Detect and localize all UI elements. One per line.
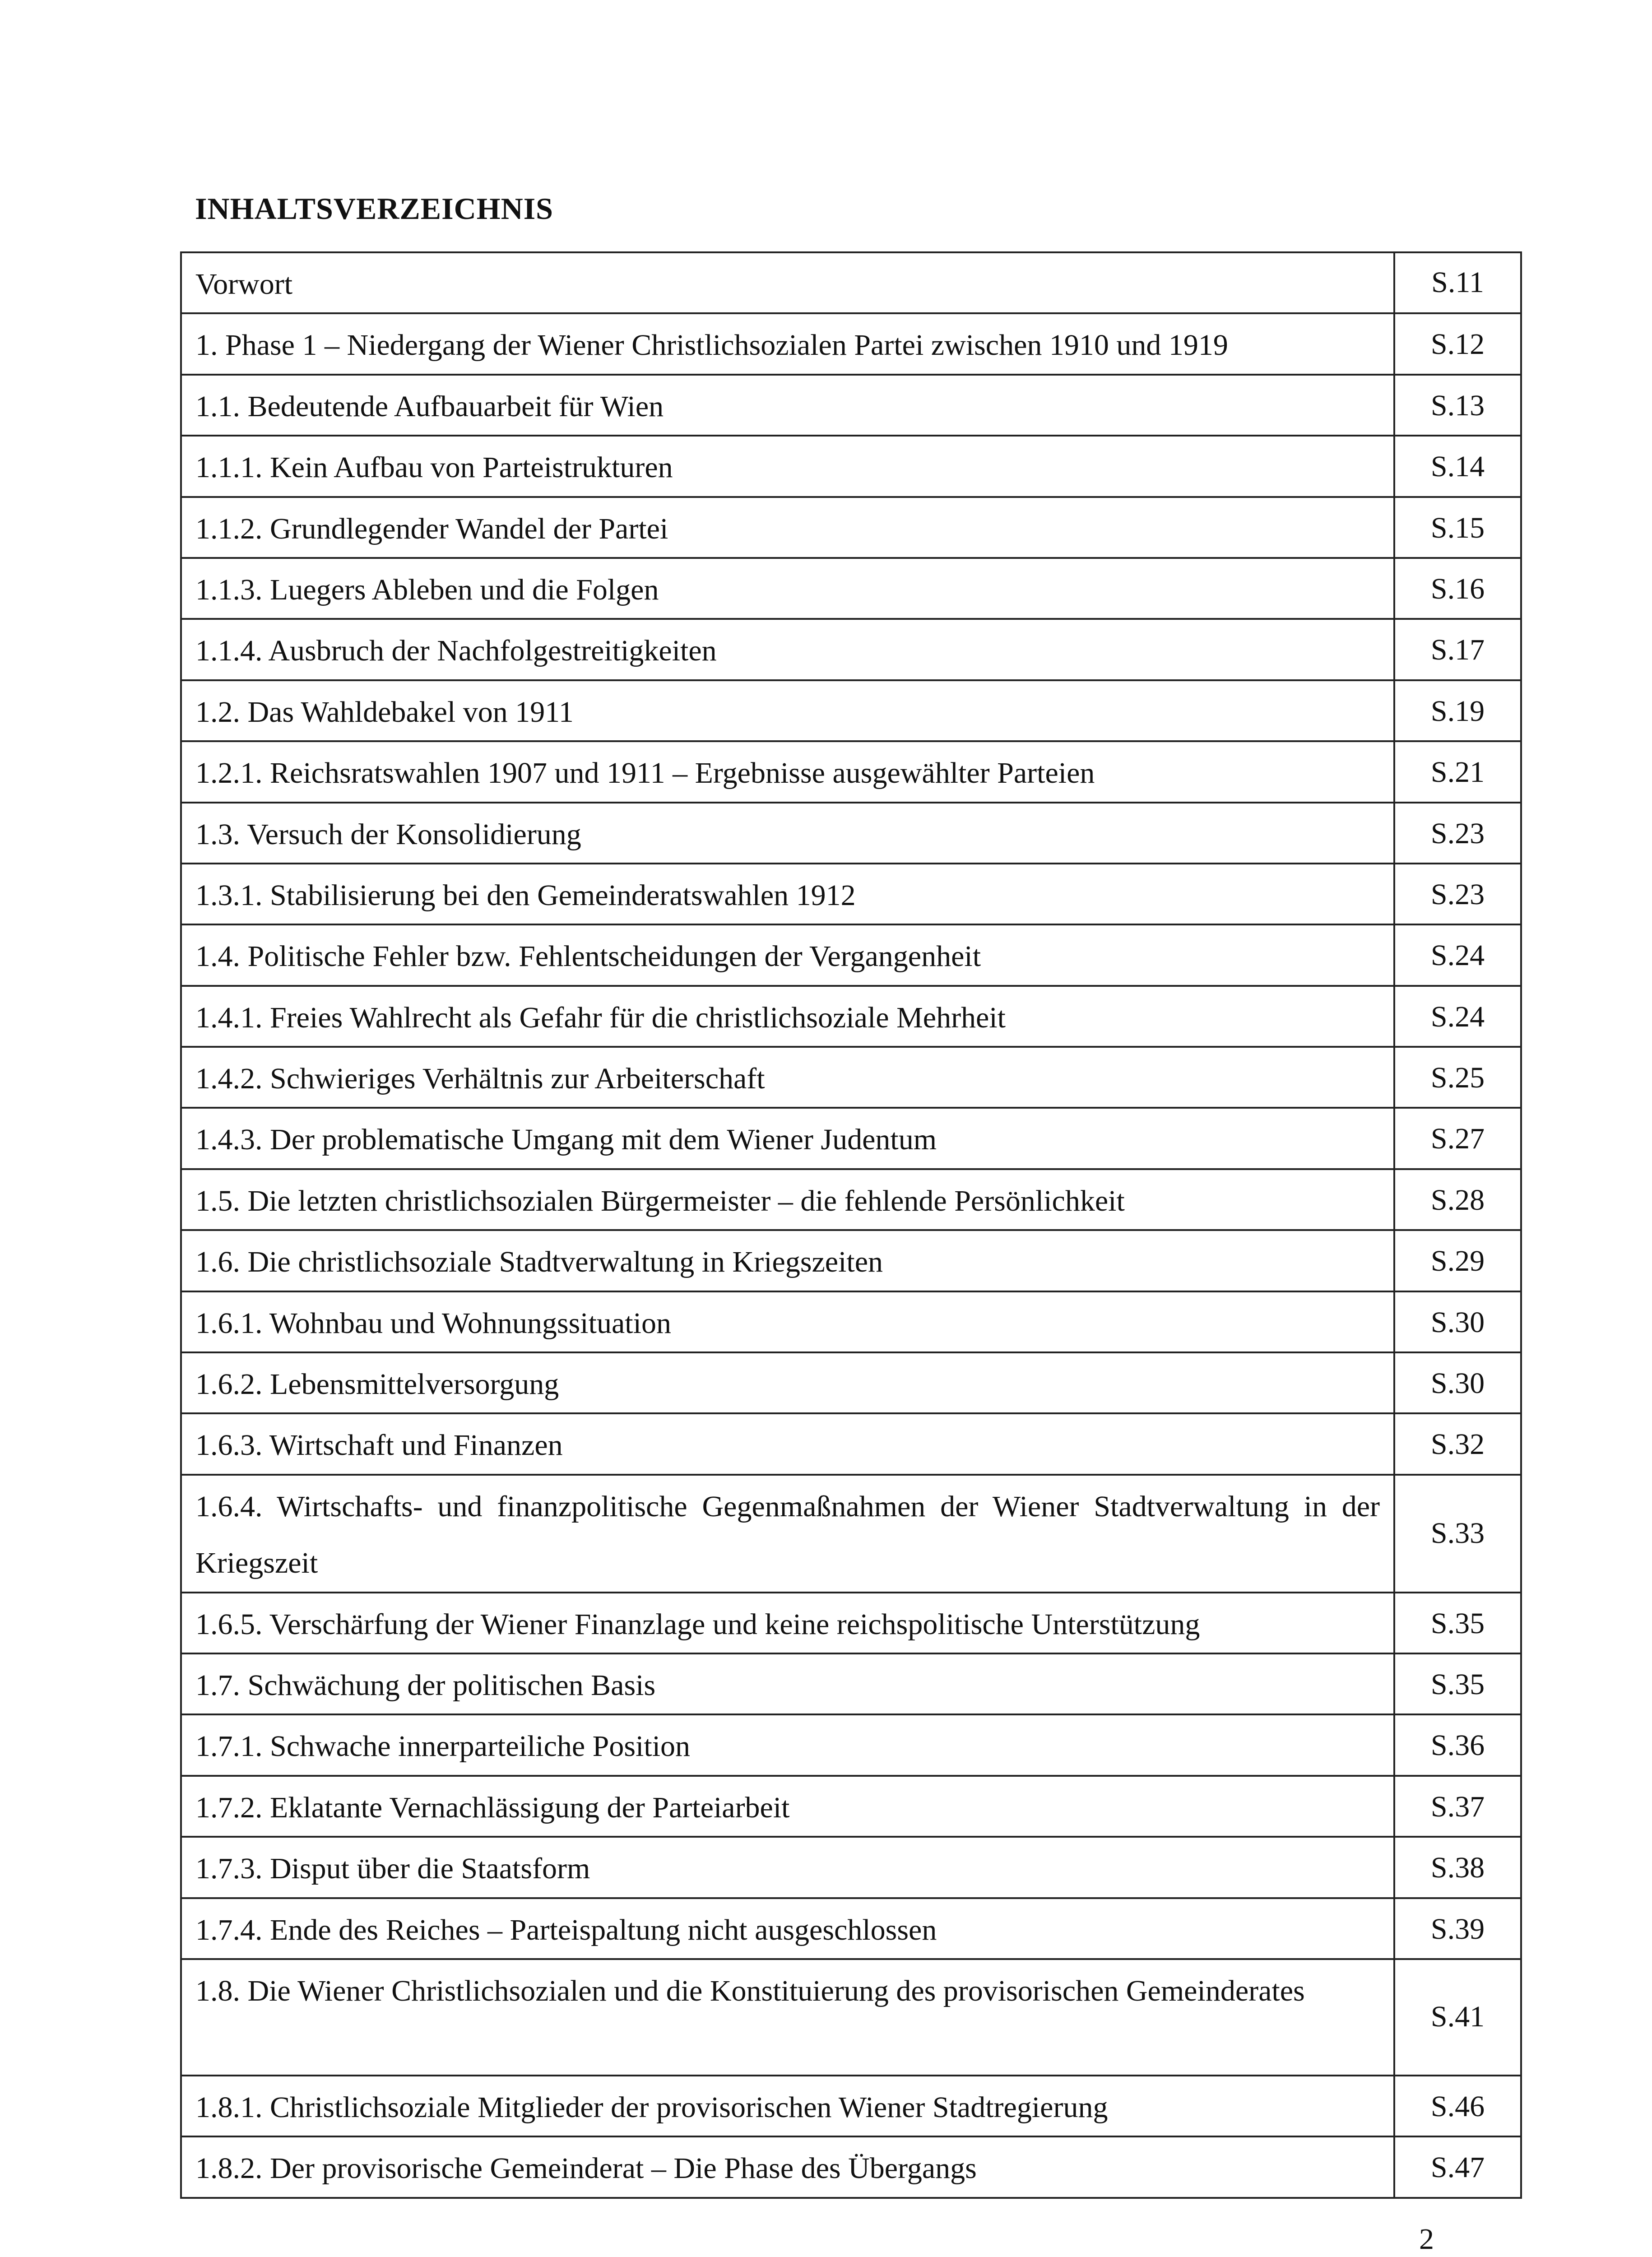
toc-row [181,2136,1521,2197]
toc-entry-title: 1.7.1. Schwache innerparteiliche Position [181,1714,1394,1775]
toc-entry-page: S.36 [1394,1714,1521,1775]
toc-entry-page: S.27 [1394,1108,1521,1169]
toc-entry-page: S.35 [1394,1593,1521,1653]
toc-entry-page: S.11 [1394,252,1521,313]
toc-row [181,680,1521,741]
toc-entry-page: S.12 [1394,313,1521,374]
toc-entry-title: 1.4. Politische Fehler bzw. Fehlentscheidungen der Vergangenheit [181,924,1394,985]
toc-row [181,2076,1521,2136]
toc-entry-title: 1.2. Das Wahldebakel von 1911 [181,680,1394,741]
toc-entry-page: S.23 [1394,864,1521,924]
toc-entry-page: S.28 [1394,1169,1521,1230]
toc-row [181,1413,1521,1474]
toc-entry-page: S.25 [1394,1047,1521,1108]
toc-entry-title: 1.2.1. Reichsratswahlen 1907 und 1911 – Ergebnisse ausgewählter Parteien [181,741,1394,802]
toc-row [181,741,1521,802]
toc-entry-title: 1.4.2. Schwieriges Verhältnis zur Arbeiterschaft [181,1047,1394,1108]
toc-row [181,436,1521,497]
page-number: 2 [1419,2223,1434,2256]
toc-row [181,986,1521,1047]
toc-entry-title: 1.8.2. Der provisorische Gemeinderat – Die Phase des Übergangs [181,2136,1394,2197]
toc-entry-page: S.17 [1394,619,1521,680]
toc-row [181,252,1521,313]
toc-row [181,1047,1521,1108]
toc-entry-page: S.24 [1394,924,1521,985]
toc-entry-title: 1.7.4. Ende des Reiches – Parteispaltung nicht ausgeschlossen [181,1898,1394,1959]
toc-entry-title: 1.4.1. Freies Wahlrecht als Gefahr für die christlichsoziale Mehrheit [181,986,1394,1047]
toc-row [181,1593,1521,1653]
toc-entry-page: S.21 [1394,741,1521,802]
toc-row [181,375,1521,436]
toc-entry-title: 1.3. Versuch der Konsolidierung [181,803,1394,864]
toc-row [181,558,1521,619]
toc-row [181,924,1521,985]
toc-row [181,1959,1521,2076]
toc-entry-page: S.30 [1394,1352,1521,1413]
toc-entry-title: Vorwort [181,252,1394,313]
toc-entry-page: S.33 [1394,1475,1521,1593]
toc-row [181,1475,1521,1593]
toc-entry-page: S.19 [1394,680,1521,741]
toc-row [181,1291,1521,1352]
toc-table [180,251,1522,2199]
toc-row [181,1714,1521,1775]
toc-entry-page: S.24 [1394,986,1521,1047]
toc-entry-page: S.47 [1394,2136,1521,2197]
toc-entry-page: S.30 [1394,1291,1521,1352]
toc-entry-page: S.32 [1394,1413,1521,1474]
toc-entry-title: 1.1.4. Ausbruch der Nachfolgestreitigkeiten [181,619,1394,680]
toc-entry-page: S.14 [1394,436,1521,497]
toc-row [181,1169,1521,1230]
toc-entry-title: 1.1.1. Kein Aufbau von Parteistrukturen [181,436,1394,497]
toc-entry-page: S.38 [1394,1837,1521,1898]
toc-entry-title: 1.7.3. Disput über die Staatsform [181,1837,1394,1898]
toc-entry-page: S.29 [1394,1230,1521,1291]
toc-entry-title: 1.1. Bedeutende Aufbauarbeit für Wien [181,375,1394,436]
toc-entry-page: S.23 [1394,803,1521,864]
toc-table-body [181,252,1521,2198]
toc-entry-title: 1.6.3. Wirtschaft und Finanzen [181,1413,1394,1474]
toc-entry-page: S.39 [1394,1898,1521,1959]
toc-entry-title: 1.5. Die letzten christlichsozialen Bürgermeister – die fehlende Persönlichkeit [181,1169,1394,1230]
toc-row [181,1837,1521,1898]
toc-entry-title: 1.6.2. Lebensmittelversorgung [181,1352,1394,1413]
toc-entry-page: S.15 [1394,497,1521,558]
toc-entry-title: 1.6.5. Verschärfung der Wiener Finanzlage und keine reichspolitische Unterstützung [181,1593,1394,1653]
toc-entry-page: S.41 [1394,1959,1521,2076]
toc-entry-page: S.37 [1394,1776,1521,1837]
toc-entry-title: 1.1.3. Luegers Ableben und die Folgen [181,558,1394,619]
toc-row [181,1776,1521,1837]
toc-entry-title: 1.1.2. Grundlegender Wandel der Partei [181,497,1394,558]
toc-entry-title: 1.6.4. Wirtschafts- und finanzpolitische Gegenmaßnahmen der Wiener Stadtverwaltung in der Kriegszeit [181,1475,1394,1593]
toc-entry-title: 1.8.1. Christlichsoziale Mitglieder der provisorischen Wiener Stadtregierung [181,2076,1394,2136]
toc-row [181,313,1521,374]
toc-entry-title: 1.3.1. Stabilisierung bei den Gemeinderatswahlen 1912 [181,864,1394,924]
toc-row [181,1898,1521,1959]
toc-entry-page: S.16 [1394,558,1521,619]
toc-row [181,803,1521,864]
toc-row [181,1352,1521,1413]
toc-entry-page: S.13 [1394,375,1521,436]
toc-heading: INHALTSVERZEICHNIS [195,191,553,226]
toc-entry-title: 1.7. Schwächung der politischen Basis [181,1653,1394,1714]
toc-entry-title: 1. Phase 1 – Niedergang der Wiener Christlichsozialen Partei zwischen 1910 und 1919 [181,313,1394,374]
toc-row [181,864,1521,924]
toc-entry-title: 1.8. Die Wiener Christlichsozialen und die Konstituierung des provisorischen Gemeinderates [181,1959,1394,2076]
toc-row [181,1108,1521,1169]
toc-row [181,619,1521,680]
toc-row [181,1230,1521,1291]
toc-row [181,497,1521,558]
toc-entry-title: 1.4.3. Der problematische Umgang mit dem Wiener Judentum [181,1108,1394,1169]
toc-entry-page: S.46 [1394,2076,1521,2136]
toc-row [181,1653,1521,1714]
toc-entry-title: 1.6. Die christlichsoziale Stadtverwaltung in Kriegszeiten [181,1230,1394,1291]
toc-entry-page: S.35 [1394,1653,1521,1714]
toc-entry-title: 1.7.2. Eklatante Vernachlässigung der Parteiarbeit [181,1776,1394,1837]
toc-entry-title: 1.6.1. Wohnbau und Wohnungssituation [181,1291,1394,1352]
